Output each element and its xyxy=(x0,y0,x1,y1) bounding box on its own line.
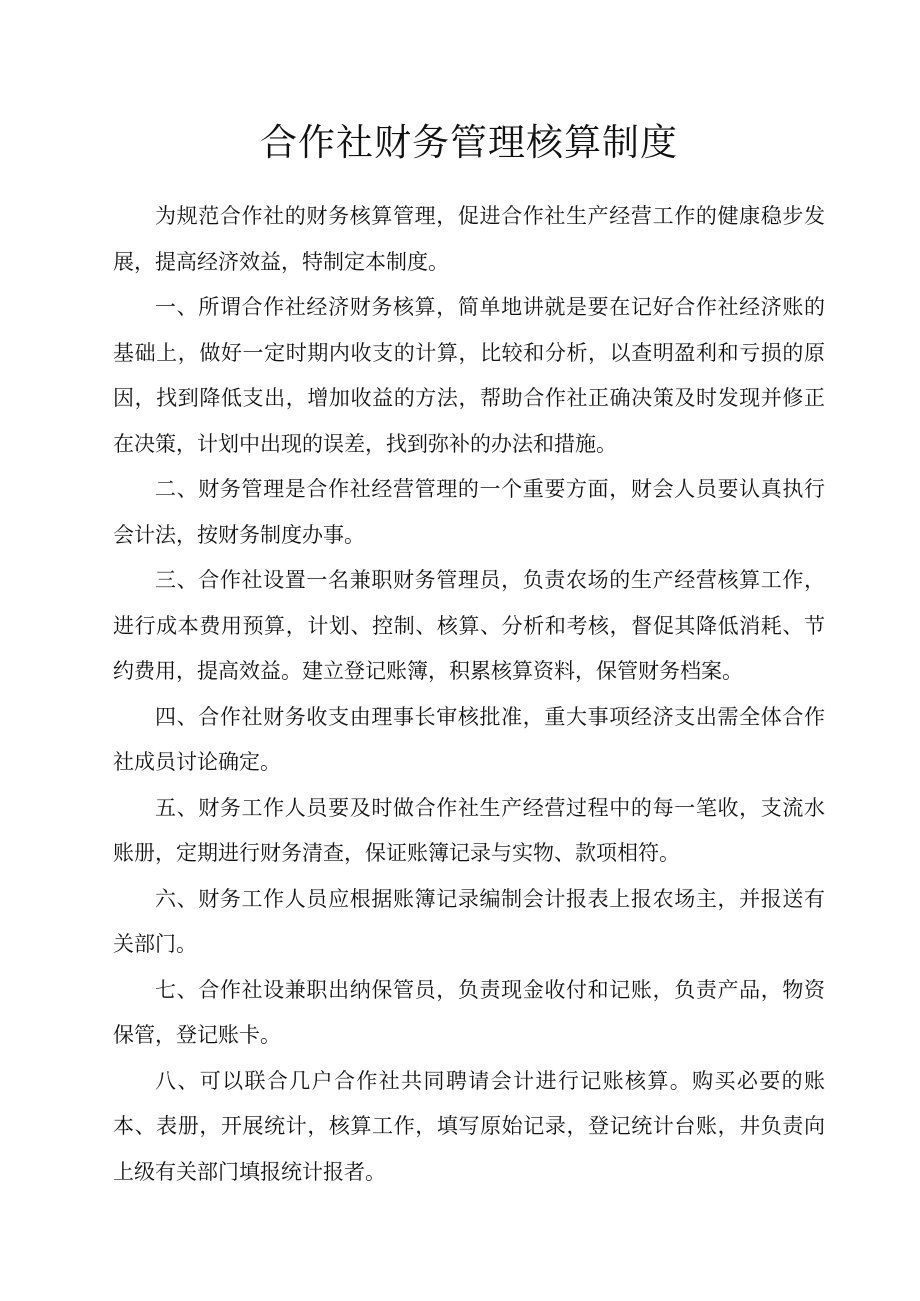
paragraph-6: 六、财务工作人员应根据账簿记录编制会计报表上报农场主，并报送有关部门。 xyxy=(113,886,825,956)
paragraph-3: 三、合作社设置一名兼职财务管理员，负责农场的生产经营核算工作，进行成本费用预算，计划、控制、核算、分析和考核，督促其降低消耗、节约费用，提高效益。建立登记账簿，积累核算资料，保管财务档案。 xyxy=(113,568,825,683)
paragraph-5: 五、财务工作人员要及时做合作社生产经营过程中的每一笔收，支流水账册，定期进行财务清查，保证账簿记录与实物、款项相符。 xyxy=(113,795,825,865)
paragraph-7: 七、合作社设兼职出纳保管员，负责现金收付和记账，负责产品，物资保管，登记账卡。 xyxy=(113,977,825,1047)
paragraph-8: 八、可以联合几户合作社共同聘请会计进行记账核算。购买必要的账本、表册，开展统计，核算工作，填写原始记录，登记统计台账，井负责向上级有关部门填报统计报者。 xyxy=(113,1068,825,1184)
paragraph-intro: 为规范合作社的财务核算管理，促进合作社生产经营工作的健康稳步发展，提高经济效益，特制定本制度。 xyxy=(113,204,825,274)
paragraph-4: 四、合作社财务收支由理事长审核批准，重大事项经济支出需全体合作社成员讨论确定。 xyxy=(113,704,825,774)
paragraph-2: 二、财务管理是合作社经营管理的一个重要方面，财会人员要认真执行会计法，按财务制度办事。 xyxy=(113,477,825,547)
document-title: 合作社财务管理核算制度 xyxy=(260,121,678,164)
paragraph-1: 一、所谓合作社经济财务核算，简单地讲就是要在记好合作社经济账的基础上，做好一定时期内收支的计算，比较和分析，以查明盈利和亏损的原因，找到降低支出，增加收益的方法，帮助合作社正确决策及时发现并修正在决策，计划中出现的误差，找到弥补的办法和措施。 xyxy=(113,295,825,456)
